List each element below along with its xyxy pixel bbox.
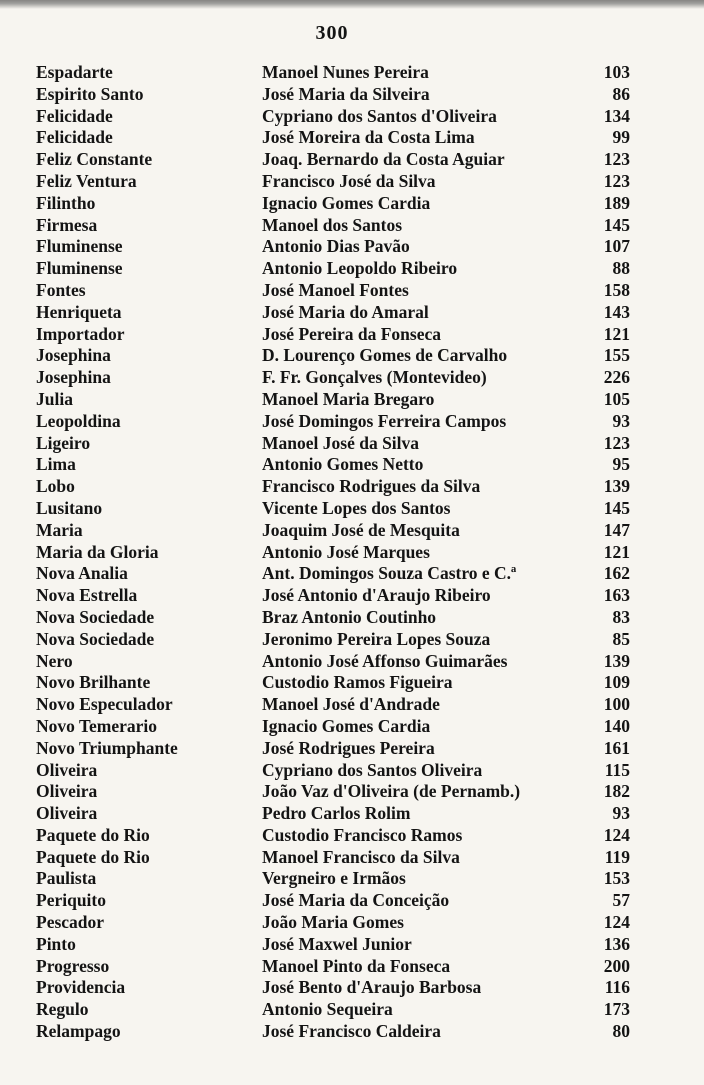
registry-row	[0, 651, 704, 673]
registry-number: 158	[603, 279, 630, 300]
owner-name: Manoel Pinto da Fonseca	[262, 955, 451, 976]
registry-number: 200	[603, 955, 630, 976]
owner-name: Antonio Leopoldo Ribeiro	[262, 258, 458, 279]
registry-row	[0, 629, 704, 651]
ship-name: Filintho	[36, 192, 96, 213]
ship-name: Nero	[36, 650, 73, 671]
owner-name: José Pereira da Fonseca	[262, 323, 442, 344]
ship-name: Ligeiro	[36, 432, 91, 453]
ship-name: Fluminense	[36, 258, 123, 279]
registry-row	[0, 1021, 704, 1043]
registry-number: 143	[603, 301, 630, 322]
registry-number: 107	[603, 236, 630, 257]
registry-number: 86	[612, 83, 630, 104]
registry-row	[0, 760, 704, 782]
owner-name: Ignacio Gomes Cardia	[262, 192, 431, 213]
owner-name: Manoel José da Silva	[262, 432, 420, 453]
ship-name: Lima	[36, 454, 76, 475]
registry-number: 57	[612, 890, 630, 911]
registry-number: 147	[603, 519, 630, 540]
registry-row	[0, 716, 704, 738]
registry-number: 173	[603, 999, 630, 1020]
registry-row	[0, 934, 704, 956]
owner-name: Antonio Gomes Netto	[262, 454, 424, 475]
ship-name: Pinto	[36, 933, 76, 954]
owner-name: Manoel Francisco da Silva	[262, 846, 460, 867]
owner-name: Vicente Lopes dos Santos	[262, 497, 451, 518]
registry-number: 162	[603, 563, 630, 584]
registry-number: 121	[603, 323, 630, 344]
registry-number: 119	[604, 846, 630, 867]
ship-name: Espirito Santo	[36, 83, 144, 104]
owner-name: Antonio Sequeira	[262, 999, 393, 1020]
owner-name: Joaq. Bernardo da Costa Aguiar	[262, 149, 505, 170]
owner-name: José Maria da Silveira	[262, 83, 430, 104]
registry-row	[0, 999, 704, 1021]
registry-row	[0, 280, 704, 302]
owner-name: Joaquim José de Mesquita	[262, 519, 460, 540]
registry-row	[0, 106, 704, 128]
registry-number: 103	[603, 62, 630, 82]
registry-row	[0, 127, 704, 149]
registry-row	[0, 520, 704, 542]
registry-number: 93	[612, 410, 630, 431]
ship-name: Oliveira	[36, 781, 98, 802]
registry-number: 95	[612, 454, 630, 475]
ship-name: Leopoldina	[36, 410, 121, 431]
registry-row	[0, 563, 704, 585]
registry-number: 124	[603, 824, 630, 845]
registry-row	[0, 672, 704, 694]
ship-name: Fluminense	[36, 236, 123, 257]
registry-number: 189	[603, 192, 630, 213]
registry-number: 88	[612, 258, 630, 279]
registry-number: 163	[603, 585, 630, 606]
registry-number: 123	[603, 432, 630, 453]
registry-row	[0, 171, 704, 193]
registry-row	[0, 977, 704, 999]
registry-number: 134	[603, 105, 630, 126]
registry-row	[0, 542, 704, 564]
ship-name: Nova Analia	[36, 563, 128, 584]
registry-row	[0, 433, 704, 455]
registry-row	[0, 302, 704, 324]
owner-name: Cypriano dos Santos Oliveira	[262, 759, 483, 780]
registry-row	[0, 585, 704, 607]
owner-name: Manoel Maria Bregaro	[262, 388, 435, 409]
registry-row	[0, 607, 704, 629]
ship-name: Felicidade	[36, 105, 113, 126]
registry-row	[0, 847, 704, 869]
registry-number: 136	[603, 933, 630, 954]
owner-name: Francisco Rodrigues da Silva	[262, 476, 481, 497]
ship-name: Nova Estrella	[36, 585, 138, 606]
owner-name: Antonio Dias Pavão	[262, 236, 410, 257]
owner-name: José Rodrigues Pereira	[262, 737, 435, 758]
ship-name: Maria da Gloria	[36, 541, 159, 562]
ship-name: Importador	[36, 323, 125, 344]
registry-row	[0, 738, 704, 760]
ship-registry-list	[0, 62, 704, 1043]
owner-name: Manoel José d'Andrade	[262, 694, 440, 715]
registry-row	[0, 193, 704, 215]
registry-row	[0, 84, 704, 106]
ship-name: Lobo	[36, 476, 75, 497]
owner-name: José Antonio d'Araujo Ribeiro	[262, 585, 491, 606]
ship-name: Maria	[36, 519, 83, 540]
ship-name: Julia	[36, 388, 73, 409]
registry-row	[0, 324, 704, 346]
registry-row	[0, 215, 704, 237]
registry-number: 123	[603, 149, 630, 170]
owner-name: José Maxwel Junior	[262, 933, 412, 954]
ship-name: Periquito	[36, 890, 106, 911]
registry-number: 145	[603, 214, 630, 235]
ship-name: Novo Especulador	[36, 694, 173, 715]
registry-row	[0, 258, 704, 280]
registry-row	[0, 498, 704, 520]
registry-number: 116	[604, 977, 630, 998]
owner-name: João Vaz d'Oliveira (de Pernamb.)	[262, 781, 521, 802]
ship-name: Paquete do Rio	[36, 824, 150, 845]
registry-row	[0, 781, 704, 803]
registry-number: 123	[603, 170, 630, 191]
registry-row	[0, 803, 704, 825]
registry-row	[0, 956, 704, 978]
registry-number: 121	[603, 541, 630, 562]
registry-number: 161	[603, 737, 630, 758]
ship-name: Oliveira	[36, 759, 98, 780]
owner-name: José Bento d'Araujo Barbosa	[262, 977, 482, 998]
registry-row	[0, 694, 704, 716]
owner-name: José Moreira da Costa Lima	[262, 127, 475, 148]
owner-name: José Maria da Conceição	[262, 890, 450, 911]
page-top-edge	[0, 0, 704, 9]
ship-name: Regulo	[36, 999, 89, 1020]
ship-name: Feliz Ventura	[36, 170, 137, 191]
registry-row	[0, 454, 704, 476]
ship-name: Fontes	[36, 279, 86, 300]
owner-name: José Manoel Fontes	[262, 279, 409, 300]
registry-row	[0, 62, 704, 84]
registry-number: 182	[603, 781, 630, 802]
ship-name: Nova Sociedade	[36, 628, 155, 649]
owner-name: João Maria Gomes	[262, 912, 404, 933]
registry-number: 139	[603, 476, 630, 497]
owner-name: Ignacio Gomes Cardia	[262, 715, 431, 736]
ship-name: Novo Brilhante	[36, 672, 151, 693]
ship-name: Providencia	[36, 977, 126, 998]
registry-row	[0, 236, 704, 258]
registry-number: 155	[603, 345, 630, 366]
registry-number: 124	[603, 912, 630, 933]
owner-name: José Francisco Caldeira	[262, 1021, 441, 1042]
ship-name: Feliz Constante	[36, 149, 153, 170]
owner-name: Francisco José da Silva	[262, 170, 436, 191]
ship-name: Novo Triumphante	[36, 737, 178, 758]
ship-name: Pescador	[36, 912, 105, 933]
owner-name: Manoel Nunes Pereira	[262, 62, 429, 82]
registry-number: 115	[604, 759, 630, 780]
registry-row	[0, 389, 704, 411]
owner-name: Custodio Francisco Ramos	[262, 824, 463, 845]
registry-row	[0, 367, 704, 389]
owner-name: José Maria do Amaral	[262, 301, 429, 322]
registry-number: 145	[603, 497, 630, 518]
owner-name: F. Fr. Gonçalves (Montevideo)	[262, 367, 487, 388]
registry-number: 109	[603, 672, 630, 693]
ship-name: Relampago	[36, 1021, 121, 1042]
registry-number: 153	[603, 868, 630, 889]
registry-number: 85	[612, 628, 630, 649]
registry-number: 100	[603, 694, 630, 715]
owner-name: Antonio José Affonso Guimarães	[262, 650, 508, 671]
owner-name: Manoel dos Santos	[262, 214, 403, 235]
ship-name: Josephina	[36, 345, 111, 366]
registry-row	[0, 149, 704, 171]
owner-name: Cypriano dos Santos d'Oliveira	[262, 105, 497, 126]
ship-name: Henriqueta	[36, 301, 122, 322]
ship-name: Progresso	[36, 955, 110, 976]
registry-row	[0, 411, 704, 433]
registry-number: 140	[603, 715, 630, 736]
ship-name: Paulista	[36, 868, 97, 889]
registry-number: 226	[603, 367, 630, 388]
registry-row	[0, 476, 704, 498]
registry-number: 105	[603, 388, 630, 409]
ship-name: Oliveira	[36, 803, 98, 824]
ship-name: Paquete do Rio	[36, 846, 150, 867]
registry-number: 99	[612, 127, 630, 148]
owner-name: Jeronimo Pereira Lopes Souza	[262, 628, 491, 649]
owner-name: D. Lourenço Gomes de Carvalho	[262, 345, 508, 366]
ship-name: Firmesa	[36, 214, 98, 235]
registry-row	[0, 912, 704, 934]
ship-name: Felicidade	[36, 127, 113, 148]
ship-name: Espadarte	[36, 62, 113, 82]
owner-name: Vergneiro e Irmãos	[262, 868, 406, 889]
registry-row	[0, 825, 704, 847]
owner-name: Antonio José Marques	[262, 541, 430, 562]
ship-name: Josephina	[36, 367, 111, 388]
ship-name: Lusitano	[36, 497, 103, 518]
registry-row	[0, 345, 704, 367]
ship-name: Nova Sociedade	[36, 606, 155, 627]
owner-name: Custodio Ramos Figueira	[262, 672, 453, 693]
registry-number: 80	[612, 1021, 630, 1042]
registry-number: 93	[612, 803, 630, 824]
owner-name: Ant. Domingos Souza Castro e C.ª	[262, 563, 517, 584]
owner-name: José Domingos Ferreira Campos	[262, 410, 507, 431]
registry-row	[0, 868, 704, 890]
page-number: 300	[315, 22, 349, 44]
registry-number: 139	[603, 650, 630, 671]
owner-name: Pedro Carlos Rolim	[262, 803, 411, 824]
ship-name: Novo Temerario	[36, 715, 158, 736]
registry-number: 83	[612, 606, 630, 627]
registry-row	[0, 890, 704, 912]
owner-name: Braz Antonio Coutinho	[262, 606, 437, 627]
